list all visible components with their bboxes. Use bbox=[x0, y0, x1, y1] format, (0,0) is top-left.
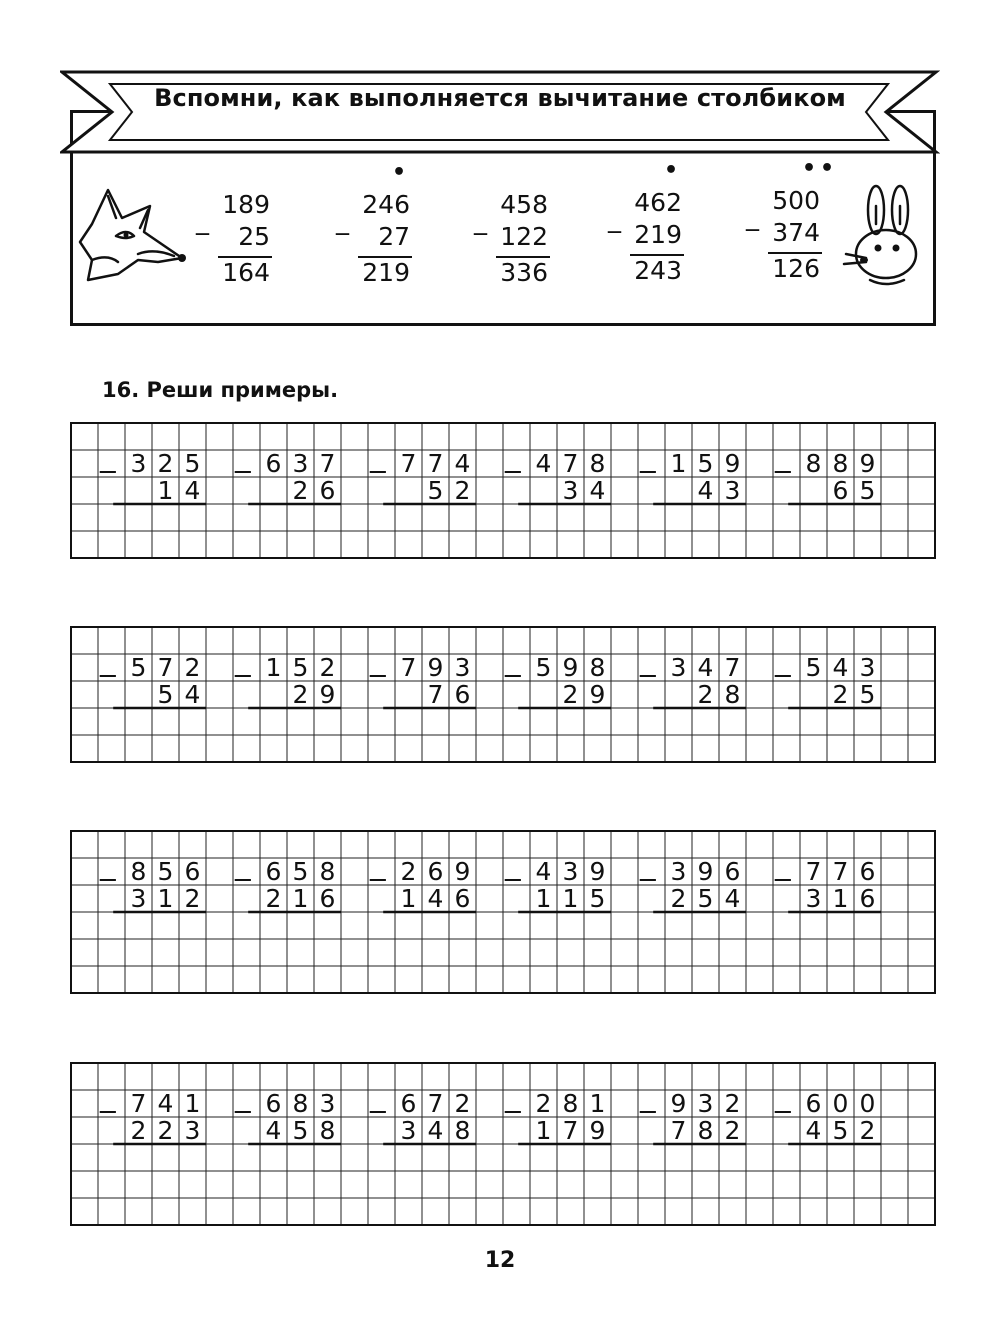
subtrahend-digit: 2 bbox=[292, 476, 309, 505]
minuend: 246 bbox=[362, 190, 410, 219]
exercise-grid-4 bbox=[70, 1062, 936, 1232]
subtrahend-digit: 4 bbox=[265, 1116, 282, 1145]
subtrahend-digit: 5 bbox=[157, 680, 174, 709]
minuend-digit: 8 bbox=[562, 1089, 579, 1118]
minuend-digit: 5 bbox=[805, 653, 822, 682]
task-heading bbox=[102, 378, 338, 402]
page-number: 12 bbox=[484, 1248, 516, 1273]
subtrahend-digit: 6 bbox=[859, 884, 876, 913]
subtrahend-digit: 2 bbox=[454, 476, 471, 505]
subtrahend-digit: 6 bbox=[832, 476, 849, 505]
subtrahend-digit: 6 bbox=[319, 476, 336, 505]
subtrahend-digit: 5 bbox=[859, 680, 876, 709]
subtrahend-digit: 2 bbox=[859, 1116, 876, 1145]
minuend-digit: 6 bbox=[805, 1089, 822, 1118]
minuend-digit: 1 bbox=[670, 449, 687, 478]
minuend-digit: 2 bbox=[724, 1089, 741, 1118]
minuend-digit: 2 bbox=[454, 1089, 471, 1118]
exercise-grid-1 bbox=[70, 422, 936, 564]
subtrahend-digit: 3 bbox=[562, 476, 579, 505]
result: 336 bbox=[500, 258, 548, 287]
minuend-digit: 2 bbox=[157, 449, 174, 478]
borrow-dots: •• bbox=[802, 156, 839, 181]
subtrahend-digit: 2 bbox=[724, 1116, 741, 1145]
subtrahend-digit: 1 bbox=[400, 884, 417, 913]
minuend-digit: 5 bbox=[157, 857, 174, 886]
subtrahend-digit: 8 bbox=[454, 1116, 471, 1145]
subtrahend-digit: 1 bbox=[535, 1116, 552, 1145]
subtrahend-digit: 4 bbox=[184, 680, 201, 709]
minus-sign: _ bbox=[746, 202, 759, 232]
minuend: 458 bbox=[500, 190, 548, 219]
subtrahend: 122 bbox=[500, 222, 548, 251]
subtrahend-digit: 7 bbox=[562, 1116, 579, 1145]
minuend-digit: 7 bbox=[562, 449, 579, 478]
minuend-digit: 4 bbox=[454, 449, 471, 478]
minuend: 189 bbox=[222, 190, 270, 219]
minuend-digit: 5 bbox=[130, 653, 147, 682]
subtrahend-digit: 8 bbox=[697, 1116, 714, 1145]
subtrahend-digit: 1 bbox=[832, 884, 849, 913]
subtrahend-digit: 5 bbox=[859, 476, 876, 505]
result: 164 bbox=[222, 258, 270, 287]
rabbit-icon bbox=[840, 184, 930, 288]
minuend-digit: 6 bbox=[265, 1089, 282, 1118]
minuend-digit: 4 bbox=[157, 1089, 174, 1118]
subtrahend-digit: 7 bbox=[670, 1116, 687, 1145]
subtrahend-digit: 6 bbox=[454, 884, 471, 913]
minuend-digit: 2 bbox=[184, 653, 201, 682]
minuend-digit: 6 bbox=[427, 857, 444, 886]
minus-sign: _ bbox=[196, 206, 209, 236]
subtrahend-digit: 1 bbox=[157, 884, 174, 913]
minuend-digit: 7 bbox=[832, 857, 849, 886]
subtrahend-digit: 5 bbox=[589, 884, 606, 913]
subtrahend-digit: 1 bbox=[292, 884, 309, 913]
minuend-digit: 9 bbox=[427, 653, 444, 682]
subtrahend-digit: 1 bbox=[535, 884, 552, 913]
subtrahend-digit: 3 bbox=[724, 476, 741, 505]
subtrahend-digit: 4 bbox=[427, 1116, 444, 1145]
subtrahend-digit: 3 bbox=[184, 1116, 201, 1145]
subtrahend-digit: 2 bbox=[562, 680, 579, 709]
minuend-digit: 6 bbox=[724, 857, 741, 886]
subtrahend-digit: 2 bbox=[130, 1116, 147, 1145]
subtrahend-digit: 6 bbox=[319, 884, 336, 913]
minuend-digit: 4 bbox=[535, 449, 552, 478]
minuend-digit: 4 bbox=[535, 857, 552, 886]
minuend-digit: 8 bbox=[589, 449, 606, 478]
subtrahend-digit: 2 bbox=[697, 680, 714, 709]
minus-sign: _ bbox=[608, 204, 621, 234]
subtrahend-digit: 7 bbox=[427, 680, 444, 709]
subtrahend: 25 bbox=[238, 222, 270, 251]
minuend-digit: 3 bbox=[319, 1089, 336, 1118]
minuend-digit: 7 bbox=[157, 653, 174, 682]
minuend-digit: 2 bbox=[400, 857, 417, 886]
minuend-digit: 5 bbox=[697, 449, 714, 478]
subtrahend-digit: 2 bbox=[157, 1116, 174, 1145]
minuend: 500 bbox=[772, 186, 820, 215]
subtrahend-digit: 8 bbox=[319, 1116, 336, 1145]
minuend-digit: 6 bbox=[265, 449, 282, 478]
minus-sign: _ bbox=[474, 206, 487, 236]
minuend-digit: 7 bbox=[400, 653, 417, 682]
subtrahend-digit: 1 bbox=[562, 884, 579, 913]
exercise-grid-2 bbox=[70, 626, 936, 768]
minuend-digit: 5 bbox=[292, 653, 309, 682]
minuend-digit: 2 bbox=[319, 653, 336, 682]
fox-icon bbox=[78, 184, 190, 284]
minuend-digit: 8 bbox=[805, 449, 822, 478]
minuend-digit: 0 bbox=[832, 1089, 849, 1118]
minuend-digit: 1 bbox=[589, 1089, 606, 1118]
minuend-digit: 1 bbox=[265, 653, 282, 682]
minuend-digit: 7 bbox=[130, 1089, 147, 1118]
minuend-digit: 3 bbox=[670, 653, 687, 682]
minuend-digit: 9 bbox=[859, 449, 876, 478]
banner-ribbon bbox=[60, 68, 940, 158]
subtrahend-digit: 5 bbox=[427, 476, 444, 505]
minuend-digit: 8 bbox=[130, 857, 147, 886]
result: 126 bbox=[772, 254, 820, 283]
minuend-digit: 3 bbox=[670, 857, 687, 886]
minuend: 462 bbox=[634, 188, 682, 217]
subtrahend-digit: 4 bbox=[805, 1116, 822, 1145]
minuend-digit: 9 bbox=[589, 857, 606, 886]
minuend-digit: 7 bbox=[319, 449, 336, 478]
minuend-digit: 7 bbox=[805, 857, 822, 886]
minuend-digit: 6 bbox=[184, 857, 201, 886]
subtrahend-digit: 4 bbox=[427, 884, 444, 913]
subtrahend-digit: 6 bbox=[454, 680, 471, 709]
task-number: 16. bbox=[102, 378, 140, 402]
subtrahend-digit: 4 bbox=[184, 476, 201, 505]
result: 243 bbox=[634, 256, 682, 285]
banner-title: Вспомни, как выполняется вычитание столбиком bbox=[154, 84, 846, 112]
borrow-dots: • bbox=[392, 160, 411, 185]
minuend-digit: 8 bbox=[319, 857, 336, 886]
minuend-digit: 4 bbox=[832, 653, 849, 682]
subtrahend-digit: 2 bbox=[265, 884, 282, 913]
subtrahend-digit: 5 bbox=[292, 1116, 309, 1145]
minuend-digit: 4 bbox=[697, 653, 714, 682]
minuend-digit: 9 bbox=[697, 857, 714, 886]
minus-sign: _ bbox=[336, 206, 349, 236]
subtrahend: 27 bbox=[378, 222, 410, 251]
minuend-digit: 8 bbox=[292, 1089, 309, 1118]
minuend-digit: 7 bbox=[400, 449, 417, 478]
subtrahend-digit: 9 bbox=[589, 1116, 606, 1145]
subtrahend: 374 bbox=[772, 218, 820, 247]
minuend-digit: 5 bbox=[184, 449, 201, 478]
subtrahend-digit: 2 bbox=[832, 680, 849, 709]
minuend-digit: 7 bbox=[724, 653, 741, 682]
subtrahend-digit: 1 bbox=[157, 476, 174, 505]
result: 219 bbox=[362, 258, 410, 287]
subtrahend-digit: 5 bbox=[832, 1116, 849, 1145]
minuend-digit: 1 bbox=[184, 1089, 201, 1118]
subtrahend-digit: 4 bbox=[724, 884, 741, 913]
minuend-digit: 3 bbox=[697, 1089, 714, 1118]
minuend-digit: 5 bbox=[292, 857, 309, 886]
minuend-digit: 8 bbox=[832, 449, 849, 478]
subtrahend-digit: 3 bbox=[400, 1116, 417, 1145]
borrow-dots: • bbox=[664, 158, 683, 183]
minuend-digit: 6 bbox=[859, 857, 876, 886]
subtrahend-digit: 9 bbox=[589, 680, 606, 709]
minuend-digit: 2 bbox=[535, 1089, 552, 1118]
subtrahend-digit: 3 bbox=[805, 884, 822, 913]
subtrahend-digit: 4 bbox=[589, 476, 606, 505]
minuend-digit: 6 bbox=[265, 857, 282, 886]
subtrahend-digit: 4 bbox=[697, 476, 714, 505]
subtrahend-digit: 9 bbox=[319, 680, 336, 709]
minuend-digit: 7 bbox=[427, 449, 444, 478]
minuend-digit: 3 bbox=[562, 857, 579, 886]
subtrahend-digit: 2 bbox=[292, 680, 309, 709]
minuend-digit: 5 bbox=[535, 653, 552, 682]
subtrahend-digit: 2 bbox=[670, 884, 687, 913]
subtrahend-digit: 5 bbox=[697, 884, 714, 913]
minuend-digit: 9 bbox=[454, 857, 471, 886]
minuend-digit: 3 bbox=[130, 449, 147, 478]
minuend-digit: 9 bbox=[670, 1089, 687, 1118]
minuend-digit: 3 bbox=[859, 653, 876, 682]
minuend-digit: 6 bbox=[400, 1089, 417, 1118]
minuend-digit: 3 bbox=[292, 449, 309, 478]
minuend-digit: 9 bbox=[562, 653, 579, 682]
exercise-grid-3 bbox=[70, 830, 936, 1000]
subtrahend-digit: 8 bbox=[724, 680, 741, 709]
minuend-digit: 8 bbox=[589, 653, 606, 682]
task-instruction: Реши примеры. bbox=[146, 378, 339, 402]
subtrahend: 219 bbox=[634, 220, 682, 249]
subtrahend-digit: 3 bbox=[130, 884, 147, 913]
subtrahend-digit: 2 bbox=[184, 884, 201, 913]
minuend-digit: 7 bbox=[427, 1089, 444, 1118]
minuend-digit: 9 bbox=[724, 449, 741, 478]
minuend-digit: 0 bbox=[859, 1089, 876, 1118]
minuend-digit: 3 bbox=[454, 653, 471, 682]
